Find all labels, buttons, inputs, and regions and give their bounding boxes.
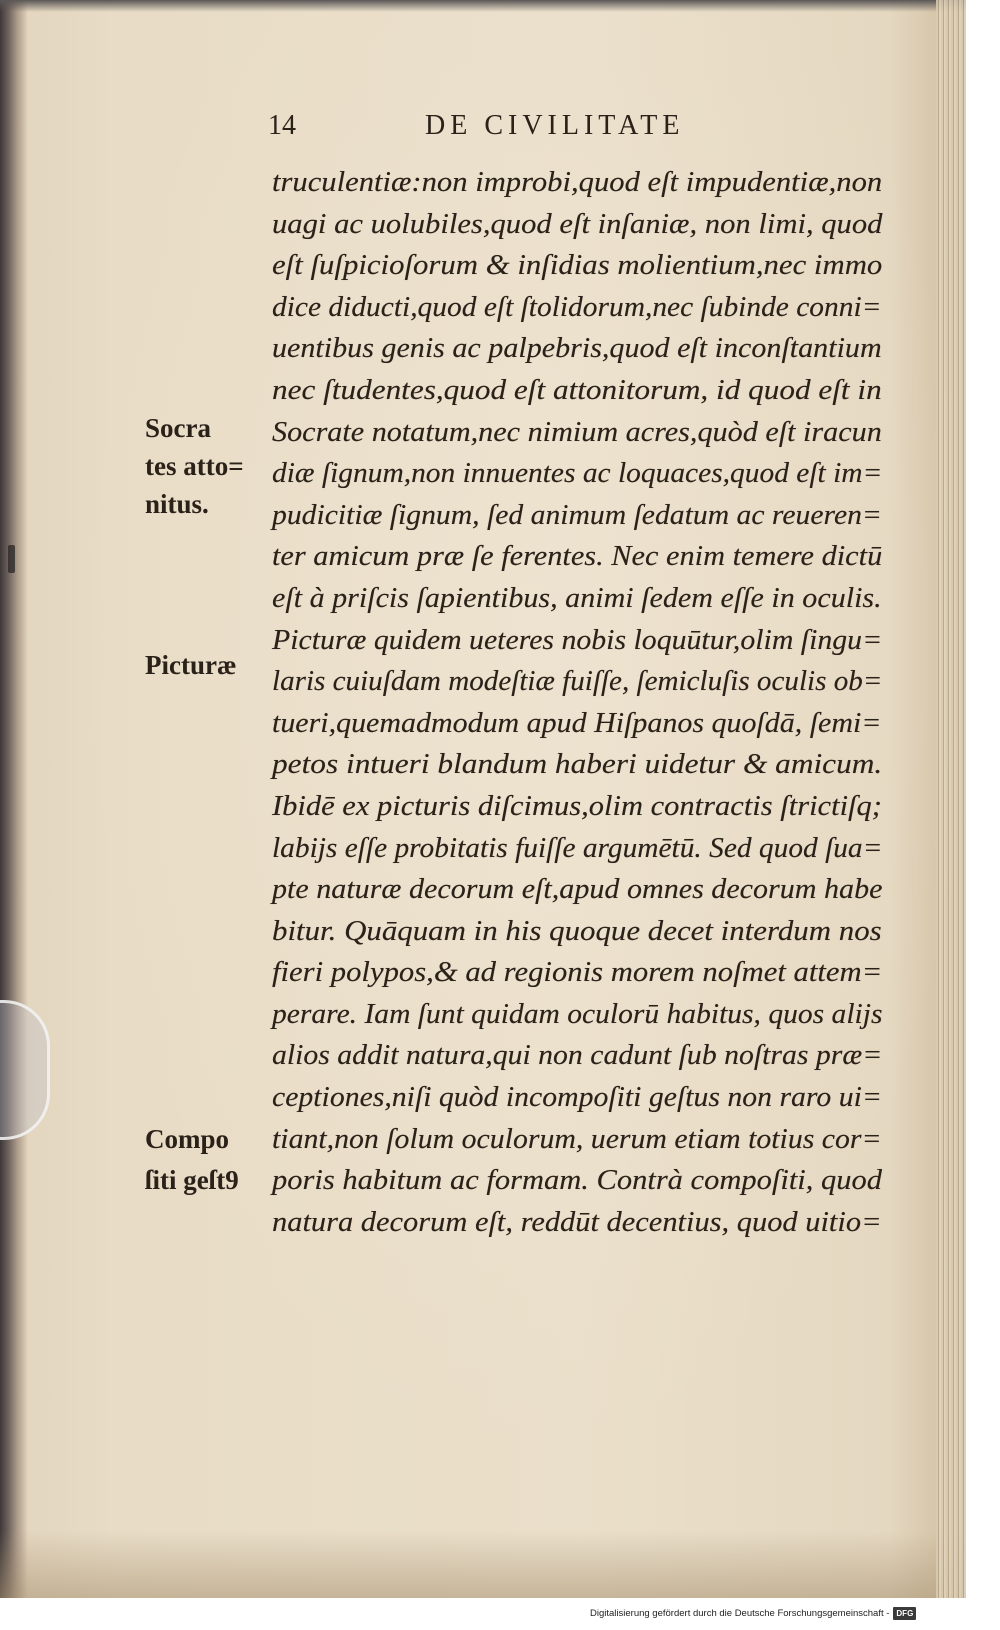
text-line: natura decorum eſt, reddūt decentius, quod uitio= [272, 1206, 882, 1238]
marginal-note-line: Compo [145, 1124, 230, 1154]
text-line: Ibidē ex picturis diſcimus,olim contractis ſtrictiſq; [272, 790, 882, 822]
book-binding-edge [0, 0, 28, 1598]
text-line: perare. Iam ſunt quidam oculorū habitus, quos alijs [272, 998, 883, 1030]
text-line: diæ ſignum,non innuentes ac loquaces,quod eſt im= [272, 458, 883, 490]
text-line: uagi ac uolubiles,quod eſt inſaniæ, non limi, quod [272, 208, 883, 240]
text-line: eſt à priſcis ſapientibus, animi ſedem eſſe in oculis. [272, 582, 882, 614]
text-line: nec ſtudentes,quod eſt attonitorum, id quod eſt in [272, 374, 882, 406]
text-line: ter amicum præ ſe ferentes. Nec enim temere dictū [272, 541, 883, 573]
digitization-credit [590, 1604, 962, 1622]
text-line: tiant,non ſolum oculorum, uerum etiam totius cor= [272, 1123, 882, 1155]
text-line: labijs eſſe probitatis fuiſſe argumētū. Sed quod ſua= [272, 832, 883, 864]
text-line: alios addit natura,qui non cadunt ſub noſtras præ= [272, 1040, 883, 1072]
text-line: bitur. Quāquam in his quoque decet interdum nos [272, 915, 882, 947]
page-number: 14 [268, 110, 296, 141]
text-line: dice diducti,quod eſt ſtolidorum,nec ſubinde conni= [272, 291, 882, 323]
text-line: poris habitum ac formam. Contrà compoſiti, quod [272, 1165, 883, 1197]
binding-mark [8, 545, 15, 573]
page-edges [936, 0, 966, 1598]
text-line: ceptiones,niſi quòd incompoſiti geſtus non raro ui= [272, 1082, 882, 1114]
text-line: uentibus genis ac palpebris,quod eſt inconſtantium [272, 333, 882, 365]
marginal-note-line: Socra [145, 413, 211, 443]
text-line: Picturæ quidem ueteres nobis loquūtur,olim ſingu= [272, 624, 883, 656]
running-title: DE CIVILITATE [425, 110, 685, 141]
main-text-block [272, 162, 892, 1243]
dfg-logo: DFG [893, 1607, 916, 1620]
marginal-note-socrates [145, 409, 244, 523]
marginal-note-line: tes atto= [145, 451, 244, 481]
page-clip [0, 1000, 50, 1140]
text-line: tueri,quemadmodum apud Hiſpanos quoſdā, ſemi= [272, 707, 882, 739]
text-line: Socrate notatum,nec nimium acres,quòd eſt iracun [272, 416, 882, 448]
funding-note: Digitalisierung gefördert durch die Deutsche Forschungsgemeinschaft - [590, 1607, 890, 1619]
marginal-note-line: Picturæ [145, 650, 237, 680]
text-line: eſt ſuſpicioſorum & inſidias molientium,nec immo [272, 250, 883, 282]
text-line: truculentiæ:non improbi,quod eſt impudentiæ,non [272, 167, 883, 198]
page-top-edge [0, 0, 966, 12]
marginal-note-line: ſiti geſt9 [145, 1165, 239, 1195]
marginal-note-line: nitus. [145, 489, 209, 519]
marginal-note-picturae [145, 646, 236, 684]
text-line: laris cuiuſdam modeſtiæ fuiſſe, ſemicluſis oculis ob= [272, 666, 883, 698]
text-line: fieri polypos,& ad regionis morem noſmet attem= [272, 957, 883, 989]
marginal-note-compositi [145, 1119, 239, 1201]
text-line: pudicitiæ ſignum, ſed animum ſedatum ac reueren= [272, 499, 882, 531]
text-line: pte naturæ decorum eſt,apud omnes decorum habe [272, 874, 883, 906]
text-line: petos intueri blandum haberi uidetur & amicum. [272, 749, 883, 781]
page-bottom-shade [0, 1530, 966, 1598]
